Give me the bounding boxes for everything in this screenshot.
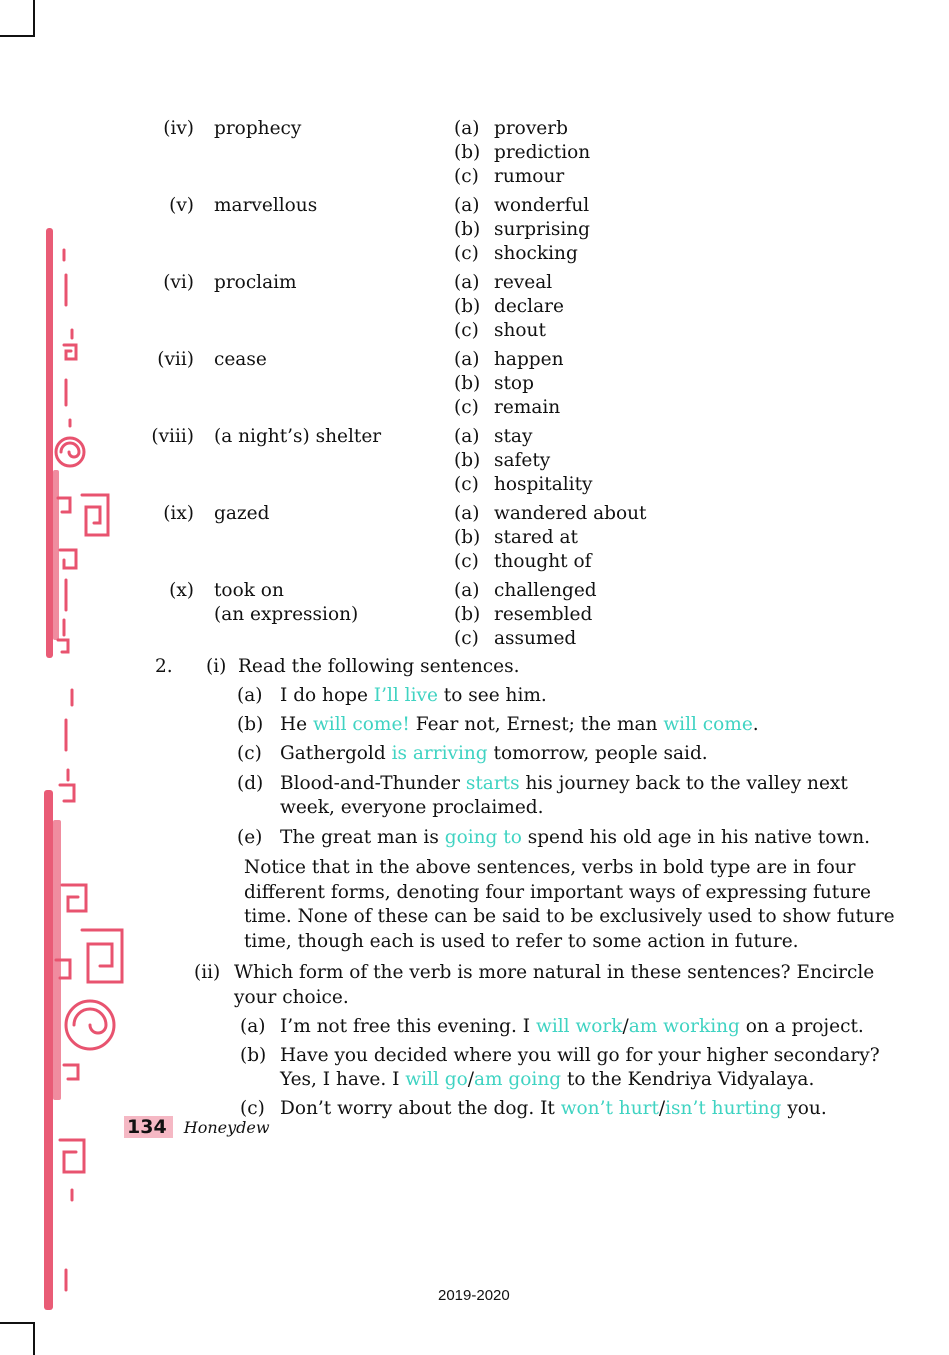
- example-sentence: [280, 713, 759, 737]
- sentence-text: Have you decided where you will go for your higher secondary?: [280, 1045, 880, 1066]
- option-label: (b): [454, 450, 481, 471]
- highlighted-verb: will work: [535, 1016, 623, 1037]
- option-text: surprising: [494, 219, 591, 240]
- sentence-label: (a): [237, 685, 263, 706]
- option-text: proverb: [494, 118, 568, 139]
- choice-label: (b): [240, 1045, 267, 1066]
- highlighted-verb: am working: [628, 1016, 740, 1037]
- option-text: challenged: [494, 580, 597, 601]
- option-label: (c): [454, 243, 479, 264]
- footer-year: 2019-2020: [438, 1287, 510, 1304]
- sentence-text: Don’t worry about the dog. It: [280, 1098, 561, 1119]
- option-label: (b): [454, 527, 481, 548]
- sentence-label: (c): [237, 743, 262, 764]
- highlighted-verb: going to: [444, 827, 522, 848]
- option-text: stay: [494, 426, 533, 447]
- sentence-text: Yes, I have. I: [280, 1069, 406, 1090]
- question-number: 2.: [155, 656, 173, 677]
- item-number: (vi): [163, 272, 194, 293]
- option-label: (c): [454, 166, 479, 187]
- option-label: (a): [454, 349, 480, 370]
- highlighted-verb: will come: [663, 714, 753, 735]
- item-number: (x): [169, 580, 194, 601]
- option-text: wandered about: [494, 503, 647, 524]
- option-text: remain: [494, 397, 561, 418]
- sentence-text: tomorrow, people said.: [487, 743, 708, 764]
- option-label: (c): [454, 628, 479, 649]
- sentence-text: /: [658, 1098, 666, 1119]
- vocab-word: cease: [214, 349, 267, 370]
- option-label: (a): [454, 503, 480, 524]
- sentence-text: his journey back to the valley next: [519, 773, 848, 794]
- part-instruction-line: Which form of the verb is more natural in these sentences? Encircle: [234, 962, 875, 983]
- sentence-text: Gathergold: [280, 743, 392, 764]
- option-label: (b): [454, 142, 481, 163]
- sentence-text: The great man is: [280, 827, 445, 848]
- sentence-text: week, everyone proclaimed.: [280, 797, 544, 818]
- example-sentence: [280, 772, 848, 796]
- vocab-word: prophecy: [214, 118, 302, 139]
- item-number: (v): [169, 195, 194, 216]
- item-number: (ix): [163, 503, 194, 524]
- option-label: (a): [454, 426, 480, 447]
- option-text: rumour: [494, 166, 565, 187]
- sentence-text: I’m not free this evening. I: [280, 1016, 536, 1037]
- vocab-word: took on: [214, 580, 284, 601]
- sentence-text: on a project.: [739, 1016, 864, 1037]
- page-footer-left: [124, 1116, 270, 1138]
- option-label: (c): [454, 474, 479, 495]
- example-sentence: [280, 796, 544, 820]
- option-text: safety: [494, 450, 551, 471]
- sentence-text: Fear not, Ernest; the man: [409, 714, 664, 735]
- sentence-text: Blood-and-Thunder: [280, 773, 466, 794]
- option-text: stared at: [494, 527, 578, 548]
- sentence-label: (e): [237, 827, 263, 848]
- option-label: (b): [454, 296, 481, 317]
- notice-paragraph-line: different forms, denoting four important ways of expressing future: [244, 881, 871, 903]
- option-text: shocking: [494, 243, 578, 264]
- highlighted-verb: is arriving: [391, 743, 488, 764]
- sentence-text: to the Kendriya Vidyalaya.: [561, 1069, 815, 1090]
- vocab-word: proclaim: [214, 272, 297, 293]
- highlighted-verb: I’ll live: [373, 685, 438, 706]
- option-label: (a): [454, 118, 480, 139]
- choice-label: (c): [240, 1098, 265, 1119]
- vocab-word: (a night’s) shelter: [214, 426, 382, 447]
- highlighted-verb: will go: [405, 1069, 468, 1090]
- page-number: 134: [124, 1116, 173, 1138]
- part-label: (i): [206, 656, 227, 677]
- part-instruction: Read the following sentences.: [238, 656, 520, 677]
- item-number: (vii): [157, 349, 194, 370]
- sentence-text: I do hope: [280, 685, 374, 706]
- option-label: (a): [454, 272, 480, 293]
- highlighted-verb: starts: [465, 773, 520, 794]
- option-text: thought of: [494, 551, 592, 572]
- sentence-text: /: [467, 1069, 474, 1090]
- notice-paragraph-line: Notice that in the above sentences, verbs in bold type are in four: [244, 857, 856, 878]
- example-sentence: [280, 826, 870, 850]
- option-label: (c): [454, 551, 479, 572]
- option-label: (a): [454, 580, 480, 601]
- part-label: (ii): [194, 962, 221, 983]
- option-label: (a): [454, 195, 480, 216]
- item-number: (iv): [163, 118, 194, 139]
- choice-sentence: [280, 1068, 814, 1092]
- sentence-text: to see him.: [437, 685, 547, 706]
- sentence-text: you.: [781, 1098, 827, 1119]
- option-text: happen: [494, 349, 564, 370]
- choice-sentence: [280, 1097, 827, 1121]
- sentence-text: /: [622, 1016, 629, 1037]
- notice-paragraph-line: time, though each is used to refer to some action in future.: [244, 930, 799, 952]
- vocab-word-continuation: (an expression): [214, 604, 359, 625]
- option-label: (b): [454, 373, 481, 394]
- choice-sentence: [280, 1044, 880, 1068]
- option-text: declare: [494, 296, 564, 317]
- option-label: (b): [454, 604, 481, 625]
- sentence-text: .: [752, 714, 759, 735]
- option-text: shout: [494, 320, 546, 341]
- book-title: Honeydew: [183, 1118, 270, 1137]
- option-text: stop: [494, 373, 534, 394]
- option-text: prediction: [494, 142, 591, 163]
- sentence-text: He: [280, 714, 313, 735]
- option-text: hospitality: [494, 474, 593, 495]
- choice-label: (a): [240, 1016, 266, 1037]
- sentence-label: (d): [237, 773, 264, 794]
- highlighted-verb: am going: [473, 1069, 562, 1090]
- sentence-text: spend his old age in his native town.: [521, 827, 871, 848]
- option-text: resembled: [494, 604, 593, 625]
- example-sentence: [280, 742, 708, 766]
- option-text: wonderful: [494, 195, 590, 216]
- sentence-label: (b): [237, 714, 264, 735]
- highlighted-verb: isn’t hurting: [665, 1098, 782, 1119]
- option-label: (c): [454, 397, 479, 418]
- example-sentence: [280, 684, 547, 708]
- option-label: (c): [454, 320, 479, 341]
- option-text: reveal: [494, 272, 553, 293]
- highlighted-verb: won’t hurt: [560, 1098, 659, 1119]
- option-text: assumed: [494, 628, 577, 649]
- option-label: (b): [454, 219, 481, 240]
- vocab-word: gazed: [214, 503, 270, 524]
- vocab-word: marvellous: [214, 195, 318, 216]
- notice-paragraph-line: time. None of these can be said to be exclusively used to show future: [244, 906, 895, 927]
- item-number: (viii): [151, 426, 194, 447]
- highlighted-verb: will come!: [312, 714, 410, 735]
- choice-sentence: [280, 1015, 864, 1039]
- part-instruction-line: your choice.: [234, 987, 349, 1008]
